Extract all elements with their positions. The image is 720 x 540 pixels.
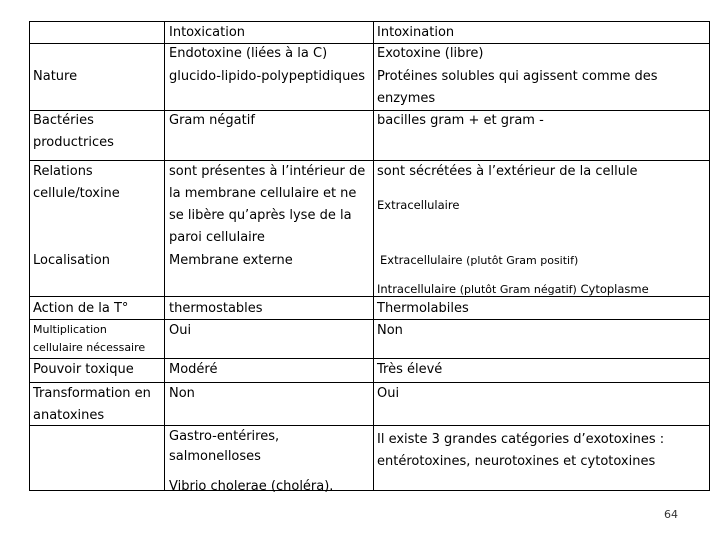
transformation-exo: Oui bbox=[377, 386, 400, 401]
examples-endo-2: salmonelloses bbox=[169, 449, 261, 464]
localisation-endo: Membrane externe bbox=[169, 253, 293, 268]
bacteries-exo: bacilles gram + et gram - bbox=[377, 113, 544, 128]
relations-exo-2: Extracellulaire bbox=[377, 198, 460, 212]
relations-endo-3: se libère qu’après lyse de la bbox=[169, 208, 352, 223]
relations-endo-4: paroi cellulaire bbox=[169, 230, 265, 245]
localisation-exo-extra-note: (plutôt Gram positif) bbox=[466, 254, 579, 267]
pouvoir-exo: Très élevé bbox=[377, 362, 443, 377]
localisation-exo-intra-main: Intracellulaire bbox=[377, 282, 457, 296]
transformation-endo: Non bbox=[169, 386, 195, 401]
row-label-multiplication: Multiplication bbox=[33, 323, 107, 336]
header-endotoxine: Endotoxine (liées à la C) bbox=[169, 46, 328, 61]
col-divider-2 bbox=[373, 21, 374, 491]
examples-exo-2: entérotoxines, neurotoxines et cytotoxines bbox=[377, 454, 656, 469]
row-label-bacteries-cont: productrices bbox=[33, 135, 114, 150]
page-number: 64 bbox=[664, 508, 678, 521]
row-label-nature: Nature bbox=[33, 69, 78, 84]
toxin-table bbox=[29, 21, 710, 491]
relations-exo-1: sont sécrétées à l’extérieur de la cellule bbox=[377, 164, 638, 179]
header-exotoxine: Exotoxine (libre) bbox=[377, 46, 484, 61]
bacteries-endo: Gram négatif bbox=[169, 113, 255, 128]
nature-exo: Protéines solubles qui agissent comme des bbox=[377, 69, 658, 84]
multiplication-endo: Oui bbox=[169, 323, 192, 338]
examples-exo-1: Il existe 3 grandes catégories d’exotoxines : bbox=[377, 432, 665, 447]
pouvoir-endo: Modéré bbox=[169, 362, 218, 377]
row-divider bbox=[29, 110, 710, 111]
examples-endo-1: Gastro-entérires, bbox=[169, 429, 280, 444]
temperature-endo: thermostables bbox=[169, 301, 263, 316]
localisation-exo-intra-note: (plutôt Gram négatif) bbox=[459, 283, 577, 296]
row-label-temperature: Action de la T° bbox=[33, 301, 129, 316]
row-label-transformation-cont: anatoxines bbox=[33, 408, 105, 423]
row-label-relations: Relations bbox=[33, 164, 93, 179]
row-label-pouvoir: Pouvoir toxique bbox=[33, 362, 134, 377]
header-intoxination: Intoxination bbox=[377, 25, 455, 40]
relations-endo-2: la membrane cellulaire et ne bbox=[169, 186, 357, 201]
row-label-localisation: Localisation bbox=[33, 253, 110, 268]
localisation-exo-intra-tail: Cytoplasme bbox=[580, 282, 649, 296]
localisation-exo-extra-main: Extracellulaire bbox=[380, 253, 463, 267]
row-divider bbox=[29, 425, 710, 426]
multiplication-exo: Non bbox=[377, 323, 403, 338]
row-divider bbox=[29, 43, 710, 44]
temperature-exo: Thermolabiles bbox=[377, 301, 469, 316]
relations-endo-1: sont présentes à l’intérieur de bbox=[169, 164, 366, 179]
header-intoxication: Intoxication bbox=[169, 25, 246, 40]
row-label-multiplication-cont: cellulaire nécessaire bbox=[33, 341, 146, 354]
nature-exo-cont: enzymes bbox=[377, 91, 436, 106]
row-label-transformation: Transformation en bbox=[33, 386, 151, 401]
examples-endo-3: Vibrio cholerae (choléra). bbox=[169, 479, 334, 494]
row-label-relations-cont: cellule/toxine bbox=[33, 186, 120, 201]
localisation-exo-extra bbox=[380, 249, 578, 272]
col-divider-1 bbox=[164, 21, 165, 491]
row-divider bbox=[29, 319, 710, 320]
row-label-bacteries: Bactéries bbox=[33, 113, 94, 128]
nature-endo: glucido-lipido-polypeptidiques bbox=[169, 69, 366, 84]
